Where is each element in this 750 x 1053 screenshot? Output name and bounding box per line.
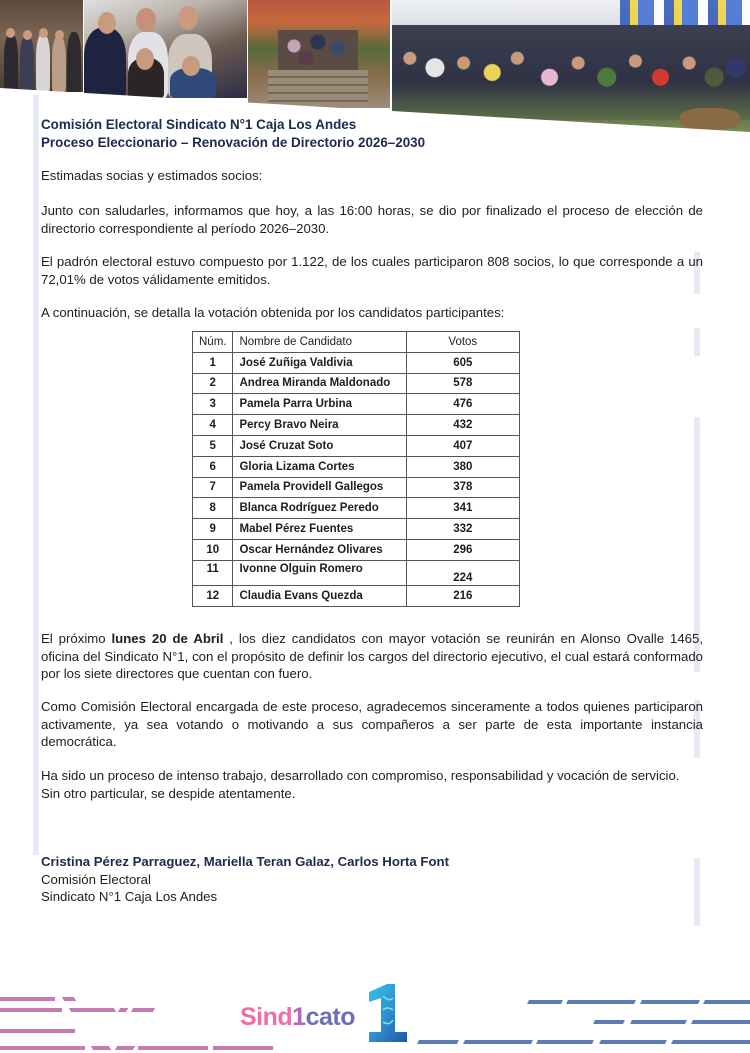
table-row <box>193 560 520 585</box>
table-row <box>193 498 520 519</box>
cell-name: Blanca Rodríguez Peredo <box>233 498 406 519</box>
cell-num: 10 <box>193 539 233 560</box>
cell-num: 3 <box>193 394 233 415</box>
paragraph-results-announcement: Junto con saludarles, informamos que hoy, a las 16:00 horas, se dio por finalizado el proceso de elección de directorio correspondiente al período 2026–2030. <box>41 203 703 236</box>
results-table <box>192 331 520 607</box>
title-line-2: Proceso Eleccionario – Renovación de Directorio 2026–2030 <box>41 135 426 150</box>
next-meeting-post: , los diez candidatos con mayor votación se reunirán en Alonso Ovalle 1465, oficina del Sindicato N°1, con el propósito de definir los cargos del directorio ejecutivo, el cual estará conformado por los siete directores que cuentan con fuero. <box>41 631 703 682</box>
cell-name: Andrea Miranda Maldonado <box>233 373 406 394</box>
header-votes: Votos <box>406 332 519 353</box>
cell-name: Pamela Parra Urbina <box>233 394 406 415</box>
title-line-1: Comisión Electoral Sindicato N°1 Caja Los Andes <box>41 117 357 132</box>
table-row <box>193 435 520 456</box>
cell-name: Claudia Evans Quezda <box>233 585 406 606</box>
cell-num: 9 <box>193 519 233 540</box>
next-meeting-pre: El próximo <box>41 631 112 646</box>
decorative-left-bar <box>33 95 39 855</box>
logo-numeral-one-icon <box>365 982 411 1044</box>
paragraph-turnout: El padrón electoral estuvo compuesto por 1.122, de los cuales participaron 808 socios, lo que corresponde a un 72,01% de votos válidamente emitidos. <box>41 254 703 287</box>
cell-num: 4 <box>193 415 233 436</box>
cell-votes: 341 <box>406 498 519 519</box>
table-row <box>193 373 520 394</box>
table-row <box>193 394 520 415</box>
table-row <box>193 415 520 436</box>
closing-line-2: Sin otro particular, se despide atentamente. <box>41 785 296 801</box>
cell-num: 11 <box>193 560 233 585</box>
sindicato-logo: Sind1cato <box>240 1003 355 1031</box>
cell-name: Ivonne Olguin Romero <box>233 560 406 585</box>
cell-votes: 578 <box>406 373 519 394</box>
cell-name: Gloria Lizama Cortes <box>233 456 406 477</box>
cell-num: 1 <box>193 352 233 373</box>
table-row <box>193 585 520 606</box>
paragraph-closing <box>41 767 703 802</box>
signature-role: Comisión Electoral <box>41 871 151 887</box>
table-header-row <box>193 332 520 353</box>
cell-num: 2 <box>193 373 233 394</box>
cell-votes: 476 <box>406 394 519 415</box>
cell-votes: 378 <box>406 477 519 498</box>
document-title <box>41 116 703 152</box>
next-meeting-date: lunes 20 de Abril <box>111 631 224 646</box>
cell-num: 7 <box>193 477 233 498</box>
signature-org: Sindicato N°1 Caja Los Andes <box>41 889 218 905</box>
cell-name: José Zuñiga Valdivia <box>233 352 406 373</box>
cell-num: 12 <box>193 585 233 606</box>
table-row <box>193 456 520 477</box>
cell-name: Oscar Hernández Olivares <box>233 539 406 560</box>
cell-num: 6 <box>193 456 233 477</box>
cell-votes: 407 <box>406 435 519 456</box>
closing-line-1: Ha sido un proceso de intenso trabajo, desarrollado con compromiso, responsabilidad y vocación de servicio. <box>41 768 680 783</box>
signature-names: Cristina Pérez Parraguez, Mariella Teran Galaz, Carlos Horta Font <box>41 854 449 869</box>
cell-name: Pamela Providell Gallegos <box>233 477 406 498</box>
decorative-right-bar-2 <box>694 328 700 356</box>
paragraph-next-meeting <box>41 630 703 683</box>
cell-name: Mabel Pérez Fuentes <box>233 519 406 540</box>
cell-name: Percy Bravo Neira <box>233 415 406 436</box>
greeting: Estimadas socias y estimados socios: <box>41 168 263 183</box>
cell-num: 8 <box>193 498 233 519</box>
cell-votes: 432 <box>406 415 519 436</box>
table-row <box>193 352 520 373</box>
signature-block <box>41 853 703 906</box>
table-row <box>193 519 520 540</box>
cell-votes: 380 <box>406 456 519 477</box>
photo-banner <box>0 0 750 135</box>
cell-votes: 332 <box>406 519 519 540</box>
cell-num: 5 <box>193 435 233 456</box>
table-row <box>193 477 520 498</box>
header-name: Nombre de Candidato <box>233 332 406 353</box>
table-row <box>193 539 520 560</box>
cell-votes: 224 <box>406 560 519 585</box>
header-num: Núm. <box>193 332 233 353</box>
cell-votes: 296 <box>406 539 519 560</box>
cell-name: José Cruzat Soto <box>233 435 406 456</box>
paragraph-thanks: Como Comisión Electoral encargada de este proceso, agradecemos sinceramente a todos quienes participaron activamente, ya sea votando o motivando a sus compañeros a ser parte de esta importante instancia democrática. <box>41 699 703 750</box>
banner-diagonal-edge <box>0 0 750 135</box>
paragraph-table-intro: A continuación, se detalla la votación obtenida por los candidatos participantes: <box>41 305 505 320</box>
cell-votes: 605 <box>406 352 519 373</box>
cell-votes: 216 <box>406 585 519 606</box>
